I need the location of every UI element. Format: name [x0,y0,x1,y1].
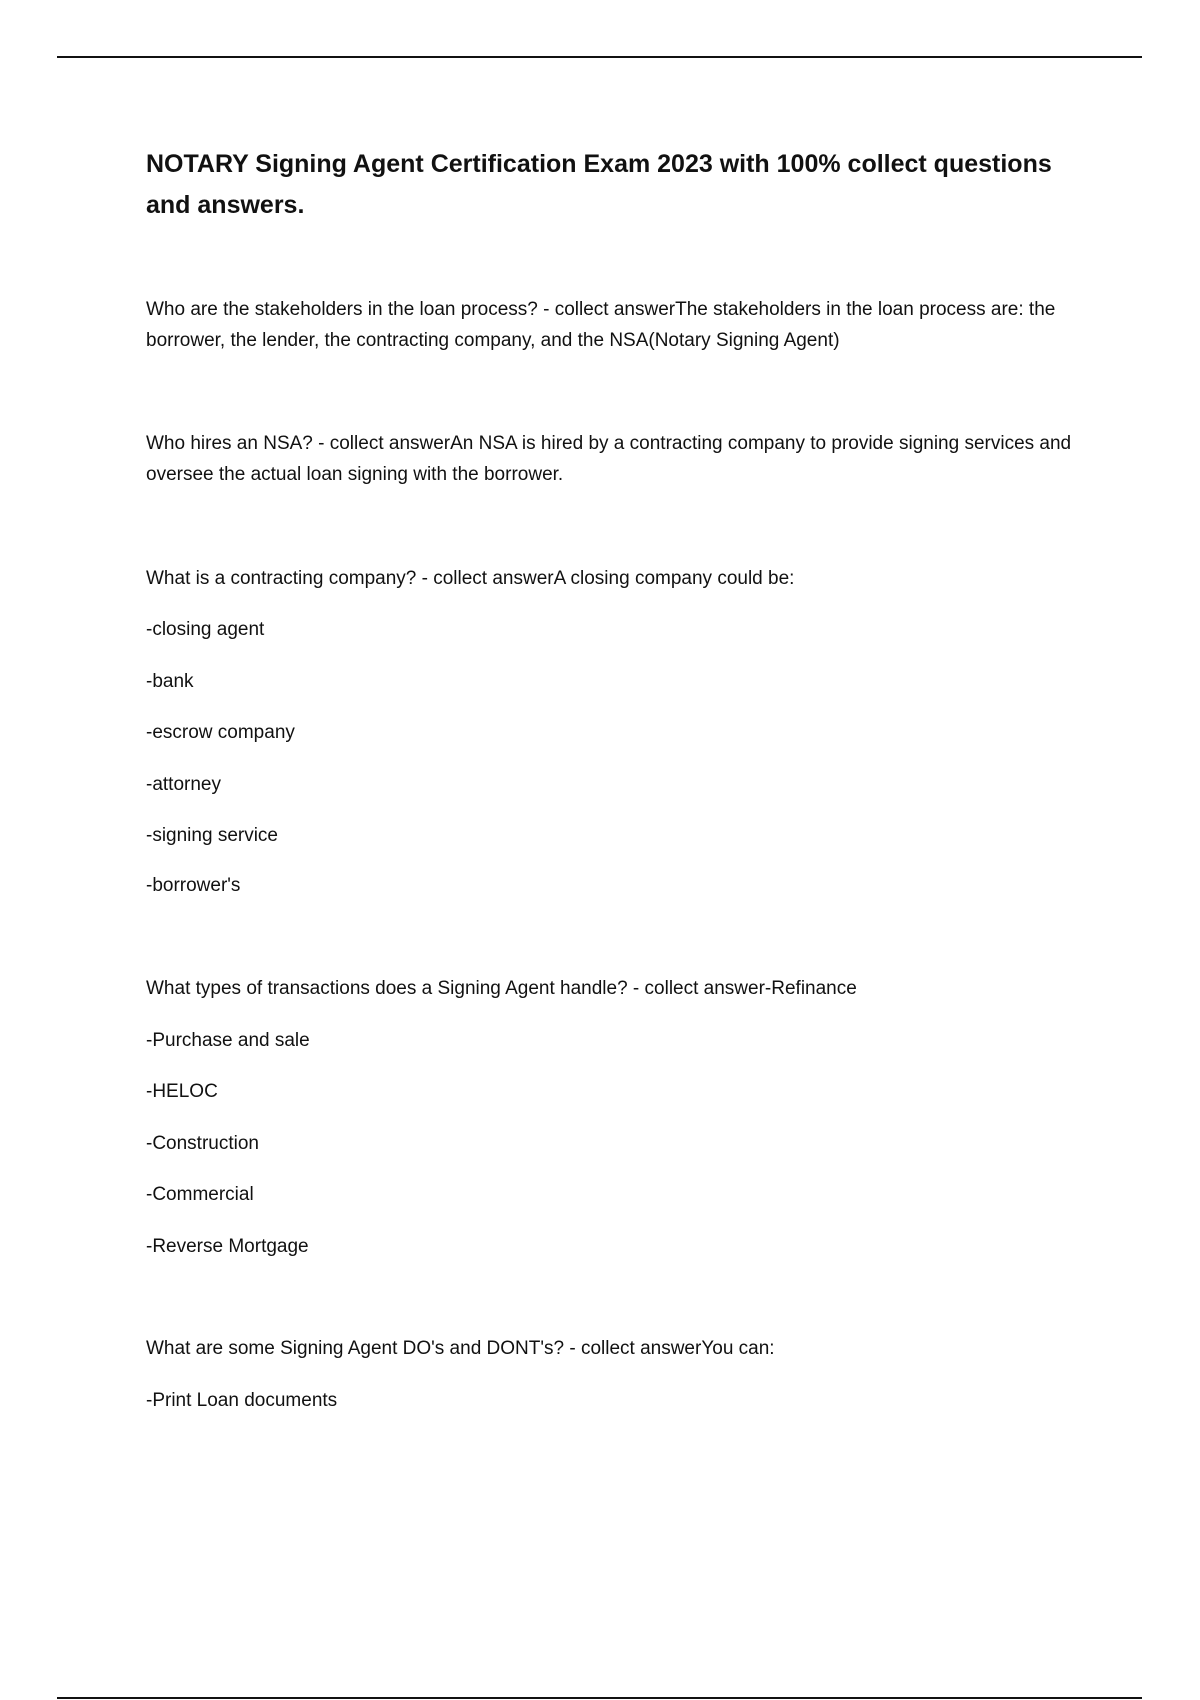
qa-stakeholders: Who are the stakeholders in the loan process? - collect answerThe stakeholders in the loan process are: the borrower, the lender, the contracting company, and the NSA(Notary Signing Agent) [146,299,1056,351]
qa-transaction-types: What types of transactions does a Signing Agent handle? - collect answer-Refinance [146,978,857,999]
document-title: NOTARY Signing Agent Certification Exam 2023 with 100% collect questions and answers. [146,150,1052,219]
list-item: -signing service [146,825,278,846]
qa-who-hires-nsa: Who hires an NSA? - collect answerAn NSA is hired by a contracting company to provide signing services and oversee the actual loan signing with the borrower. [146,433,1072,485]
qa-contracting-company: What is a contracting company? - collect answerA closing company could be: [146,568,795,589]
list-item: -bank [146,671,194,692]
list-item: -Purchase and sale [146,1030,310,1051]
bottom-rule [57,1697,1142,1699]
list-item: -attorney [146,774,221,795]
list-item: -borrower's [146,875,241,896]
list-item: -closing agent [146,619,265,640]
top-rule [57,56,1142,58]
list-item: -escrow company [146,722,295,743]
list-item: -HELOC [146,1081,218,1102]
list-item: -Reverse Mortgage [146,1236,309,1257]
list-item: -Commercial [146,1184,254,1205]
qa-dos-and-donts: What are some Signing Agent DO's and DONT's? - collect answerYou can: [146,1338,775,1359]
list-item: -Print Loan documents [146,1390,338,1411]
list-item: -Construction [146,1133,259,1154]
